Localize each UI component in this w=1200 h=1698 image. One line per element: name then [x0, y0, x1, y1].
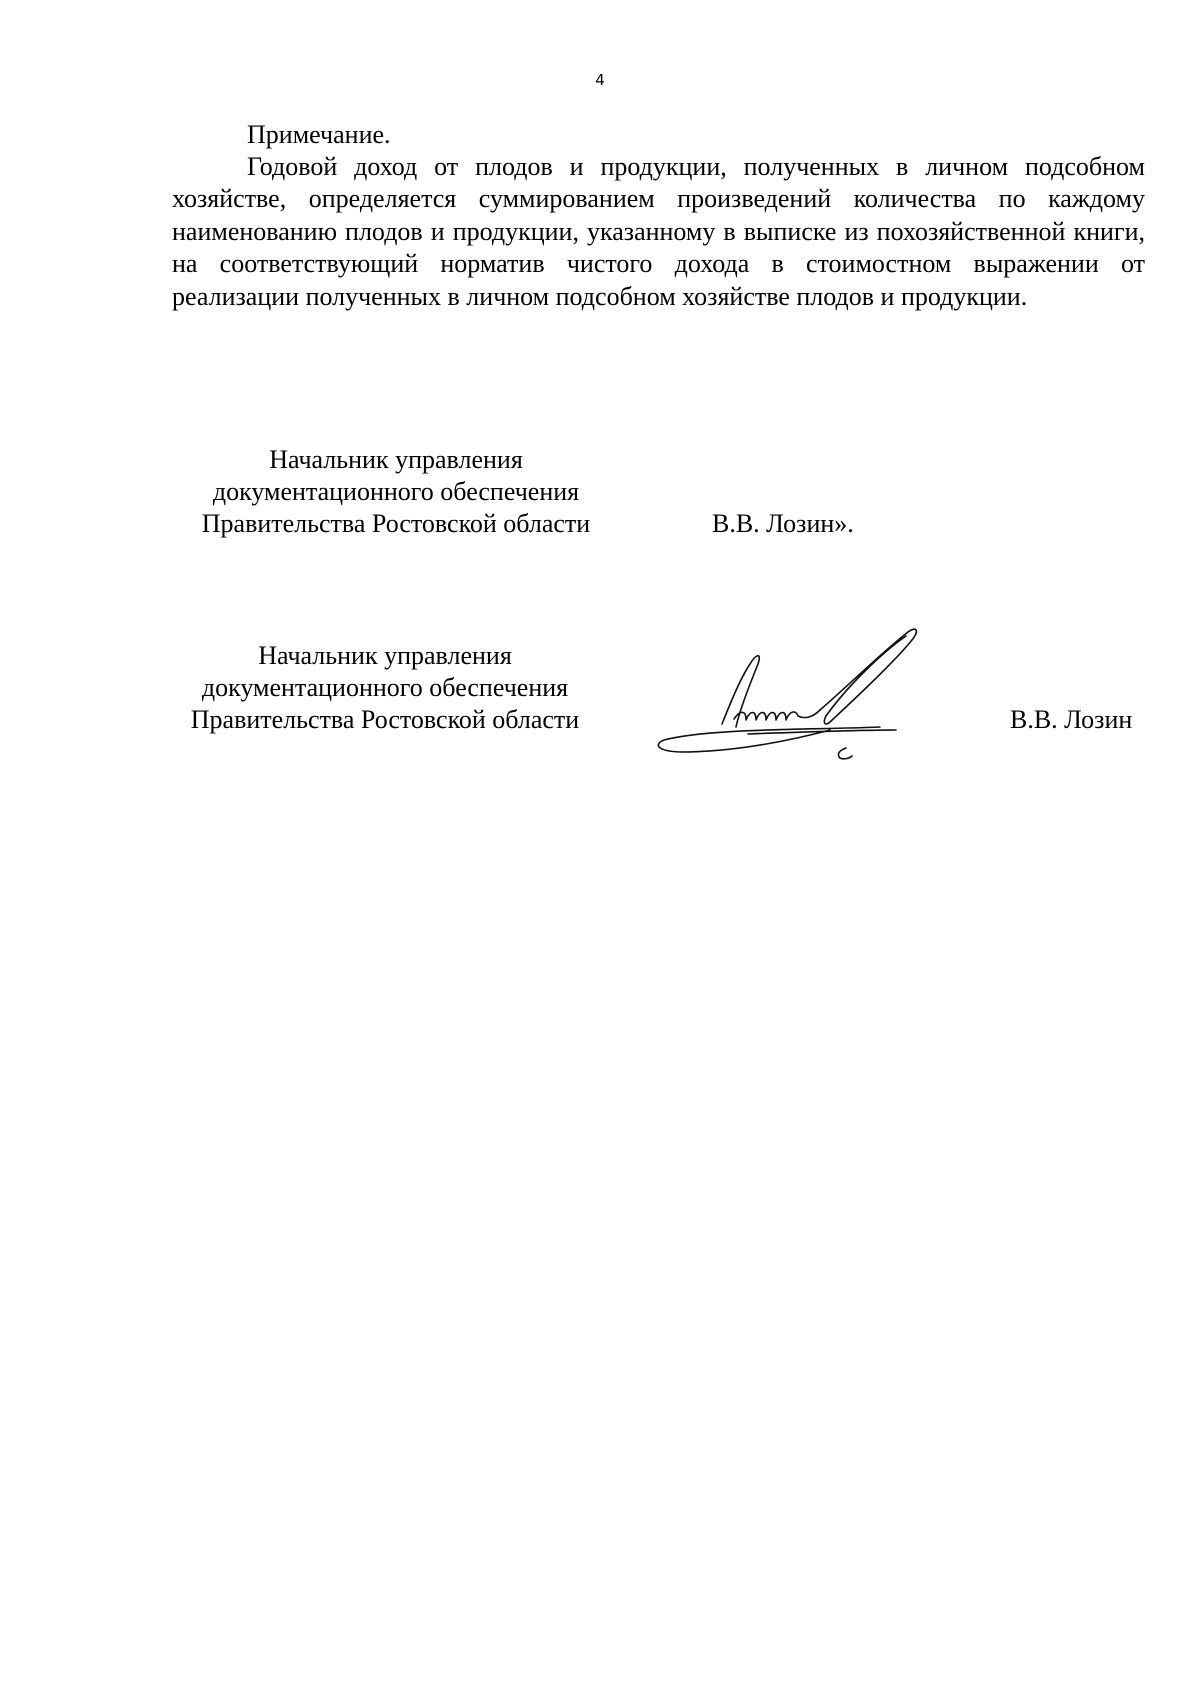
- signatory-title: [165, 640, 605, 736]
- signatory-title-line: документационного обеспечения: [201, 673, 569, 702]
- note-body: Годовой доход от плодов и продукции, полученных в личном подсобном хозяйстве, определяется суммированием произведений количества по каждому наименованию плодов и продукции, указанному в выписке из похозяйственной книги, на соответствующий норматив чистого дохода в стоимостном выражении от реализации полученных в личном подсобном хозяйстве плодов и продукции.: [172, 152, 1145, 311]
- signatory-title-line: Правительства Ростовской области: [201, 509, 591, 538]
- handwritten-signature: [650, 624, 980, 774]
- signatory-title-line: Правительства Ростовской области: [190, 705, 580, 734]
- signatory-title-line: Начальник управления: [258, 641, 512, 670]
- signatory-title-line: Начальник управления: [269, 445, 523, 474]
- signatory-title-quoted: [176, 444, 616, 540]
- signatory-name: В.В. Лозин: [1010, 705, 1133, 734]
- page-number: 4: [595, 71, 605, 89]
- note-heading: Примечание.: [247, 120, 391, 149]
- signatory-name-quoted: В.В. Лозин».: [712, 509, 854, 538]
- signatory-title-line: документационного обеспечения: [212, 477, 580, 506]
